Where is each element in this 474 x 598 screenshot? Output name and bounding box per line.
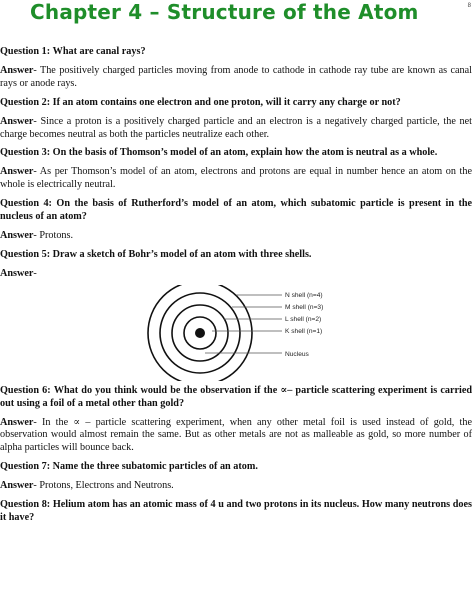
label-nucleus: Nucleus [285, 350, 309, 358]
answer-4: Answer- Protons. [0, 229, 74, 241]
question-7: Question 7: Name the three subatomic particles of an atom. [0, 461, 258, 473]
question-1: Question 1: What are canal rays? [0, 46, 146, 57]
bohr-model-svg [0, 285, 474, 381]
answer-1: Answer- The positively charged particles moving from anode to cathode in cathode ray tube are known as canal rays or anode rays. [0, 64, 472, 89]
bohr-model-diagram [0, 285, 472, 381]
question-2: Question 2: If an atom contains one electron and one proton, will it carry any charge or not? [0, 96, 401, 108]
page-number: 8 [467, 3, 471, 9]
question-3: Question 3: On the basis of Thomson’s model of an atom, explain how the atom is neutral as a whole. [0, 147, 438, 159]
label-m-shell: M shell (n=3) [285, 303, 324, 311]
chapter-title: Chapter 4 – Structure of the Atom [30, 0, 419, 24]
label-k-shell: K shell (n=1) [285, 327, 323, 335]
question-6: Question 6: What do you think would be the observation if the ∝– particle scattering experiment is carried out using a foil of a metal other than gold? [0, 384, 473, 409]
label-n-shell: N shell (n=4) [285, 291, 323, 299]
question-5: Question 5: Draw a sketch of Bohr’s model of an atom with three shells. [0, 248, 312, 260]
qa-content [0, 46, 472, 531]
label-l-shell: L shell (n=2) [285, 315, 322, 323]
question-8: Question 8: Helium atom has an atomic mass of 4 u and two protons in its nucleus. How many neutrons does it have? [0, 499, 473, 523]
answer-3: Answer- As per Thomson’s model of an atom, electrons and protons are equal in number hence an atom on the whole is electrically neutral. [0, 166, 472, 191]
answer-6: Answer- In the ∝ – particle scattering experiment, when any other metal foil is used instead of gold, the observation would almost remain the same. But as other metals are not as malleable as gold, so more number of alpha particles will bounce back. [0, 416, 472, 454]
answer-5: Answer- [0, 267, 37, 279]
nucleus-dot [195, 328, 205, 338]
answer-7: Answer- Protons, Electrons and Neutrons. [0, 480, 174, 492]
answer-2: Answer- Since a proton is a positively charged particle and an electron is a negatively charged particle, the net charge becomes neutral as both the particles neutralize each other. [0, 115, 472, 140]
question-4: Question 4: On the basis of Rutherford’s model of an atom, which subatomic particle is present in the nucleus of an atom? [0, 198, 473, 223]
